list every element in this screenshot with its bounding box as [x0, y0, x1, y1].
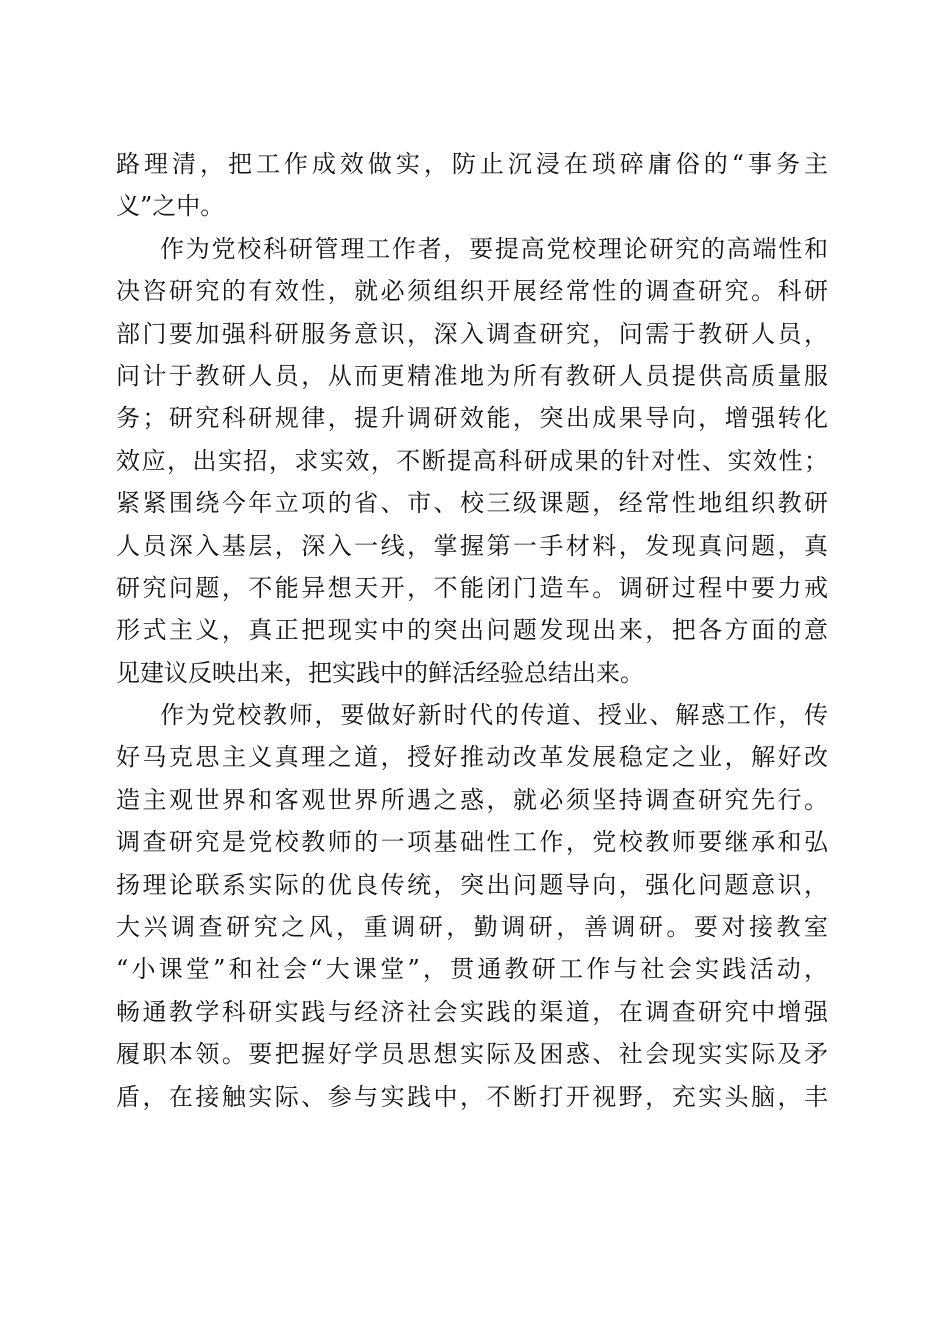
- text-line: 履职本领。要把握好学员思想实际及困惑、社会现实实际及矛: [116, 1040, 828, 1069]
- text-line: 义”之中。: [116, 192, 225, 221]
- text-line: 造主观世界和客观世界所遇之惑，就必须坚持调查研究先行。: [116, 785, 828, 814]
- text-line: 好马克思主义真理之道，授好推动改革发展稳定之业，解好改: [116, 743, 828, 772]
- text-line: 路理清，把工作成效做实，防止沉浸在琐碎庸俗的“事务主: [116, 150, 828, 178]
- paragraph-start-line: 作为党校科研管理工作者，要提高党校理论研究的高端性和: [160, 234, 828, 263]
- body-text: [116, 143, 828, 1118]
- text-line: 人员深入基层，深入一线，掌握第一手材料，发现真问题，真: [116, 531, 828, 560]
- text-line: 扬理论联系实际的优良传统，突出问题导向，强化问题意识，: [116, 870, 828, 899]
- text-line: 盾，在接触实际、参与实践中，不断打开视野，充实头脑，丰: [116, 1082, 828, 1111]
- text-line: 见建议反映出来，把实践中的鲜活经验总结出来。: [116, 658, 644, 687]
- text-line: 问计于教研人员，从而更精准地为所有教研人员提供高质量服: [116, 361, 828, 390]
- text-line: 大兴调查研究之风，重调研，勤调研，善调研。要对接教室: [116, 913, 828, 942]
- text-line: 调查研究是党校教师的一项基础性工作，党校教师要继承和弘: [116, 828, 828, 857]
- paragraph-start-line: 作为党校教师，要做好新时代的传道、授业、解惑工作，传: [160, 701, 828, 730]
- text-line: 形式主义，真正把现实中的突出问题发现出来，把各方面的意: [116, 616, 828, 645]
- text-line: 紧紧围绕今年立项的省、市、校三级课题，经常性地组织教研: [116, 489, 828, 518]
- text-line: 研究问题，不能异想天开，不能闭门造车。调研过程中要力戒: [116, 573, 828, 602]
- text-line: “小课堂”和社会“大课堂”，贯通教研工作与社会实践活动，: [116, 955, 828, 984]
- text-line: 效应，出实招，求实效，不断提高科研成果的针对性、实效性；: [116, 446, 828, 475]
- text-line: 畅通教学科研实践与经济社会实践的渠道，在调查研究中增强: [116, 997, 828, 1026]
- text-line: 务；研究科研规律，提升调研效能，突出成果导向，增强转化: [116, 404, 828, 433]
- text-line: 部门要加强科研服务意识，深入调查研究，问需于教研人员，: [116, 319, 828, 348]
- text-line: 决咨研究的有效性，就必须组织开展经常性的调查研究。科研: [116, 277, 828, 306]
